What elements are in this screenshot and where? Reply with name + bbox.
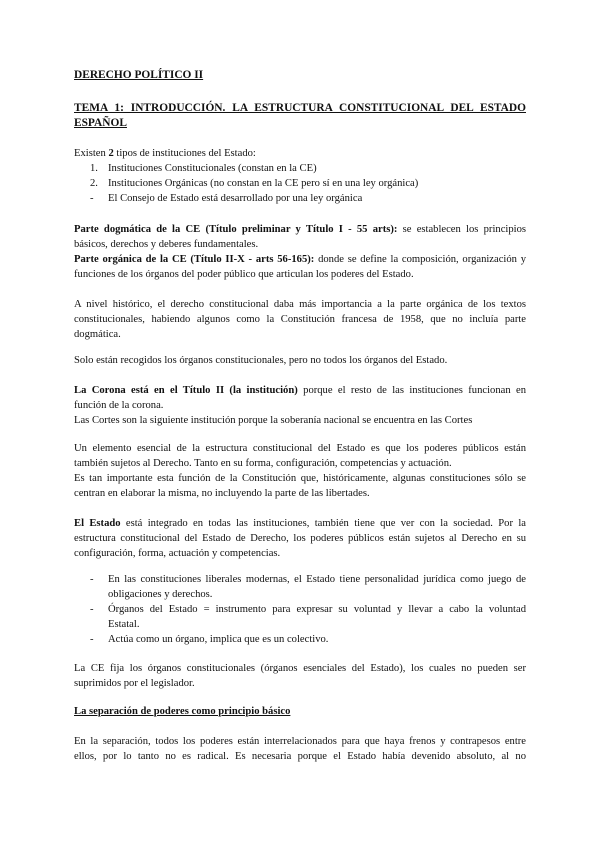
- dogmatica-label: Parte dogmática de la CE (Título preliminar y Título I - 55 arts):: [74, 224, 398, 235]
- solo-paragraph: Solo están recogidos los órganos constitucionales, pero no todos los órganos del Estado.: [74, 355, 448, 366]
- intro-count: 2: [108, 148, 114, 159]
- organica-line-2: funciones de los órganos del poder público que articulan los poderes del Estado.: [74, 269, 414, 280]
- list2-marker-3: -: [90, 634, 94, 645]
- ce-line-2: suprimidos por el legislador.: [74, 678, 195, 689]
- corona-line-1: [74, 383, 526, 398]
- corona-line-3: Las Cortes son la siguiente institución porque la soberanía nacional se encuentra en las Cortes: [74, 415, 473, 426]
- corona-line-2: función de la corona.: [74, 400, 164, 411]
- organica-label: Parte orgánica de la CE (Título II-X - arts 56-165):: [74, 254, 315, 265]
- document-title: DERECHO POLÍTICO II: [74, 69, 204, 81]
- list1-item-3: El Consejo de Estado está desarrollado por una ley orgánica: [108, 193, 363, 204]
- elemento-line-3: Es tan importante esta función de la Constitución que, históricamente, algunas constituciones sólo se: [74, 473, 526, 484]
- historico-line-2: constitucionales, habiendo algunos como la Constitución francesa de 1958, que no incluía parte: [74, 314, 526, 325]
- intro-text-end: tipos de instituciones del Estado:: [113, 148, 256, 159]
- elemento-line-4: centran en elaborar la misma, no incluyendo la parte de las libertades.: [74, 488, 370, 499]
- section-heading: La separación de poderes como principio básico: [74, 706, 291, 717]
- separacion-line-1: En la separación, todos los poderes están interrelacionados para que haya frenos y contrapesos entre: [74, 736, 526, 747]
- estado-line-2: estructura constitucional del Estado de Derecho, los poderes públicos están sujetos al Derecho en su: [74, 533, 526, 544]
- organica-line-1: [74, 252, 526, 267]
- elemento-line-1: Un elemento esencial de la estructura constitucional del Estado es que los poderes públicos están: [74, 443, 526, 454]
- estado-line-3: configuración, forma, actuación y competencias.: [74, 548, 281, 559]
- dogmatica-line-2: básicos, derechos y deberes fundamentales.: [74, 239, 259, 250]
- intro-paragraph: [74, 146, 526, 161]
- historico-line-3: dogmática.: [74, 329, 121, 340]
- intro-text: Existen: [74, 148, 109, 159]
- tema-heading-line-1: TEMA 1: INTRODUCCIÓN. LA ESTRUCTURA CONSTITUCIONAL DEL ESTADO: [74, 102, 526, 114]
- organica-text: donde se define la composición, organización y: [314, 254, 526, 265]
- list2-marker-2: -: [90, 604, 94, 615]
- list2-item-1-line-2: obligaciones y derechos.: [108, 589, 213, 600]
- estado-line-1: [74, 516, 526, 531]
- ce-line-1: La CE fija los órganos constitucionales (órganos esenciales del Estado), los cuales no pueden ser: [74, 663, 526, 674]
- separacion-line-2: ellos, por lo tanto no es radical. Es necesaria porque el Estado había devenido absoluto, al no: [74, 751, 526, 762]
- tema-heading-line-2: ESPAÑOL: [74, 117, 127, 129]
- corona-text: porque el resto de las instituciones funcionan en: [297, 385, 526, 396]
- estado-text: está integrado en todas las instituciones, también tiene que ver con la sociedad. Por la: [120, 518, 526, 529]
- list2-item-2-line-1: Órganos del Estado = instrumento para expresar su voluntad y llevar a cabo la voluntad: [108, 604, 526, 615]
- dogmatica-text: se establecen los principios: [397, 224, 526, 235]
- elemento-line-2: también sujetos al Derecho. Tanto en su forma, configuración, competencias y actuación.: [74, 458, 452, 469]
- list1-marker-1: 1.: [90, 163, 98, 174]
- list2-item-2-line-2: Estatal.: [108, 619, 140, 630]
- list1-item-2: Instituciones Orgánicas (no constan en la CE pero sí en una ley orgánica): [108, 178, 419, 189]
- list2-item-3-line-1: Actúa como un órgano, implica que es un colectivo.: [108, 634, 329, 645]
- list1-item-1: Instituciones Constitucionales (constan en la CE): [108, 163, 317, 174]
- list1-marker-2: 2.: [90, 178, 98, 189]
- dogmatica-line-1: [74, 222, 526, 237]
- list1-marker-3: -: [90, 193, 94, 204]
- corona-label: La Corona está en el Título II (la institución): [74, 385, 298, 396]
- historico-line-1: A nivel histórico, el derecho constitucional daba más importancia a la parte orgánica de los textos: [74, 299, 526, 310]
- list2-marker-1: -: [90, 574, 94, 585]
- list2-item-1-line-1: En las constituciones liberales modernas, el Estado tiene personalidad jurídica como juego de: [108, 574, 526, 585]
- estado-label: El Estado: [74, 518, 121, 529]
